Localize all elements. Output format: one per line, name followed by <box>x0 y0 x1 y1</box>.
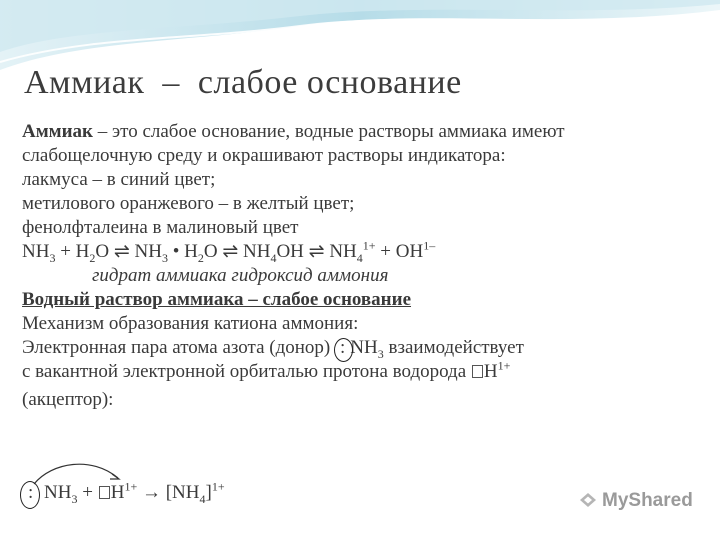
term-ammonia: Аммиак <box>22 121 93 142</box>
line-10-text: взаимодействует <box>383 337 524 358</box>
eq2-sup: 1+ <box>211 479 225 494</box>
line-11-formula: H <box>483 361 498 382</box>
text-line-11 <box>22 360 712 384</box>
vacant-orbital-box <box>472 365 483 378</box>
eq1-sub: 2 <box>89 250 96 265</box>
line-11-sup: 1+ <box>497 358 511 373</box>
line-1-text: – это слабое основание, водные растворы аммиака имеют <box>93 121 565 142</box>
electron-pair <box>335 336 350 360</box>
eq1-sub: 2 <box>197 250 204 265</box>
text-line-7: гидрат аммиака гидроксид аммония <box>92 265 389 286</box>
line-10-text: Электронная пара атома азота (донор) <box>22 337 336 358</box>
myshared-logo[interactable] <box>578 490 693 512</box>
eq2-part: ] <box>205 482 212 503</box>
eq1-sub: 3 <box>49 250 56 265</box>
eq1-sub: 4 <box>356 250 363 265</box>
electron-pair-colon: : <box>340 337 346 358</box>
eq1-part: NH <box>22 241 50 262</box>
text-line-5: фенолфталеина в малиновый цвет <box>22 217 299 238</box>
text-line-3: лакмуса – в синий цвет; <box>22 169 216 190</box>
eq2-part: + <box>77 482 98 503</box>
eq2-sub: 4 <box>199 491 206 506</box>
line-11-text: с вакантной электронной орбиталью протона водорода <box>22 361 471 382</box>
line-10-sub: 3 <box>377 346 384 361</box>
text-line-10 <box>22 336 712 360</box>
eq2-part: NH <box>39 482 72 503</box>
logo-text: MyShared <box>602 490 693 511</box>
electron-pair-colon-2: : <box>28 482 34 503</box>
text-line-8: Водный раствор аммиака – слабое основание <box>22 289 412 310</box>
eq1-part: + H <box>55 241 90 262</box>
equation-1 <box>22 240 712 264</box>
eq1-sub: 3 <box>161 250 168 265</box>
eq1-part: • H <box>167 241 198 262</box>
text-line-9: Механизм образования катиона аммония: <box>22 313 359 334</box>
eq2-part: H <box>110 482 125 503</box>
slide-body <box>22 120 712 412</box>
eq2-sub: 3 <box>71 491 78 506</box>
line-10-formula: NH <box>350 337 378 358</box>
eq2-sup: 1+ <box>124 479 138 494</box>
eq1-sub: 4 <box>270 250 277 265</box>
text-line-12: (акцептор): <box>22 389 114 410</box>
text-line-2: слабощелочную среду и окрашивают растворы индикатора: <box>22 145 506 166</box>
eq1-sup: 1+ <box>362 238 376 253</box>
text-line-1 <box>22 120 712 144</box>
myshared-logo-icon <box>578 490 598 510</box>
eq1-sup: 1– <box>423 238 436 253</box>
vacant-orbital-box-2 <box>99 486 110 499</box>
text-line-4: метилового оранжевого – в желтый цвет; <box>22 193 355 214</box>
eq1-part: + OH <box>375 241 424 262</box>
eq2-part: → [NH <box>137 482 200 503</box>
eq1-part: O ⇌ NH <box>203 241 271 262</box>
electron-pair-circle <box>334 338 353 362</box>
electron-pair-circle-2 <box>20 481 40 509</box>
page-title: Аммиак – слабое основание <box>24 64 462 101</box>
eq1-part: OH ⇌ NH <box>276 241 357 262</box>
eq1-part: O ⇌ NH <box>95 241 162 262</box>
equation-2 <box>22 479 225 506</box>
electron-pair-2 <box>22 482 39 504</box>
